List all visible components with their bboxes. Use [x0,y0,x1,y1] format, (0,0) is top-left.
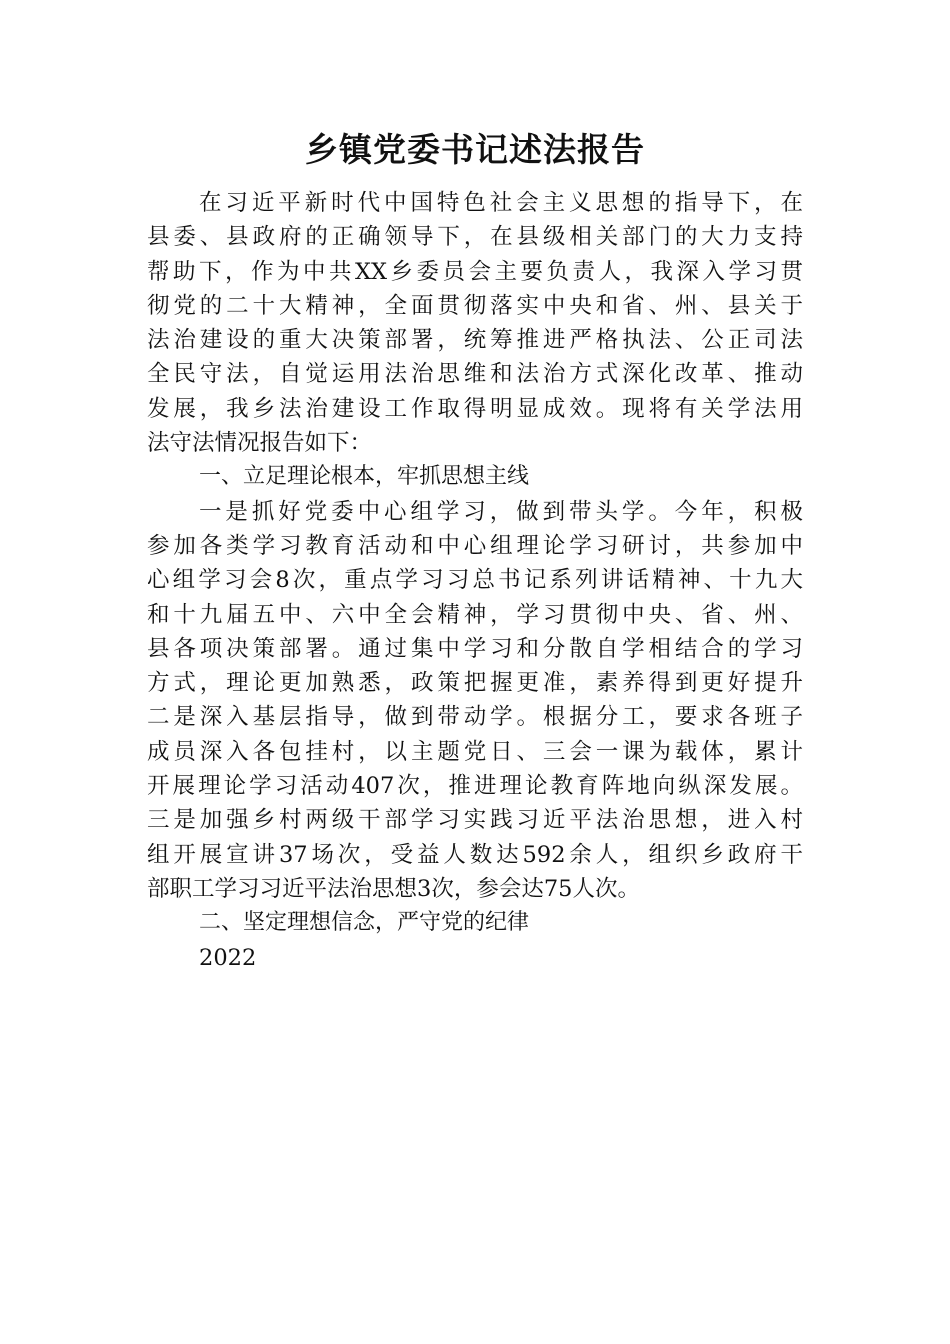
paragraph-line: 组开展宣讲37场次，受益人数达592余人，组织乡政府干 [147,841,803,868]
document-body [147,186,803,975]
paragraph-line: 一是抓好党委中心组学习，做到带头学。今年，积极 [199,498,803,525]
paragraph-line: 在习近平新时代中国特色社会主义思想的指导下，在 [199,190,803,216]
paragraph-line: 方式，理论更加熟悉，政策把握更准，素养得到更好提升 [147,670,803,697]
paragraph-line: 县委、县政府的正确领导下，在县级相关部门的大力支持 [147,224,803,251]
section-heading: 一、立足理论根本，牢抓思想主线 [199,464,530,490]
paragraph-line: 部职工学习习近平法治思想3次，参会达75人次。 [147,875,640,902]
paragraph-line: 心组学习会8次，重点学习习总书记系列讲话精神、十九大 [147,567,803,594]
paragraph-line: 县各项决策部署。通过集中学习和分散自学相结合的学习 [147,635,803,662]
document-title: 乡镇党委书记述法报告 [305,130,645,169]
paragraph-line: 彻党的二十大精神，全面贯彻落实中央和省、州、县关于 [147,292,803,319]
paragraph-line: 2022 [199,944,257,971]
paragraph-line: 成员深入各包挂村，以主题党日、三会一课为载体，累计 [147,738,803,765]
paragraph-line: 法守法情况报告如下： [147,430,373,457]
paragraph-line: 全民守法，自觉运用法治思维和法治方式深化改革、推动 [147,361,803,388]
paragraph-line: 三是加强乡村两级干部学习实践习近平法治思想，进入村 [147,807,803,834]
paragraph-line: 帮助下，作为中共XX乡委员会主要负责人，我深入学习贯 [147,258,803,285]
paragraph-line: 法治建设的重大决策部署，统筹推进严格执法、公正司法 [147,327,803,354]
section-heading: 二、坚定理想信念，严守党的纪律 [199,910,530,936]
paragraph-line: 二是深入基层指导，做到带动学。根据分工，要求各班子 [147,704,803,731]
paragraph-line: 发展，我乡法治建设工作取得明显成效。现将有关学法用 [147,395,803,422]
paragraph-line: 参加各类学习教育活动和中心组理论学习研讨，共参加中 [147,532,803,559]
paragraph-line: 开展理论学习活动407次，推进理论教育阵地向纵深发展。 [147,773,803,800]
paragraph-line: 和十九届五中、六中全会精神，学习贯彻中央、省、州、 [147,601,803,628]
